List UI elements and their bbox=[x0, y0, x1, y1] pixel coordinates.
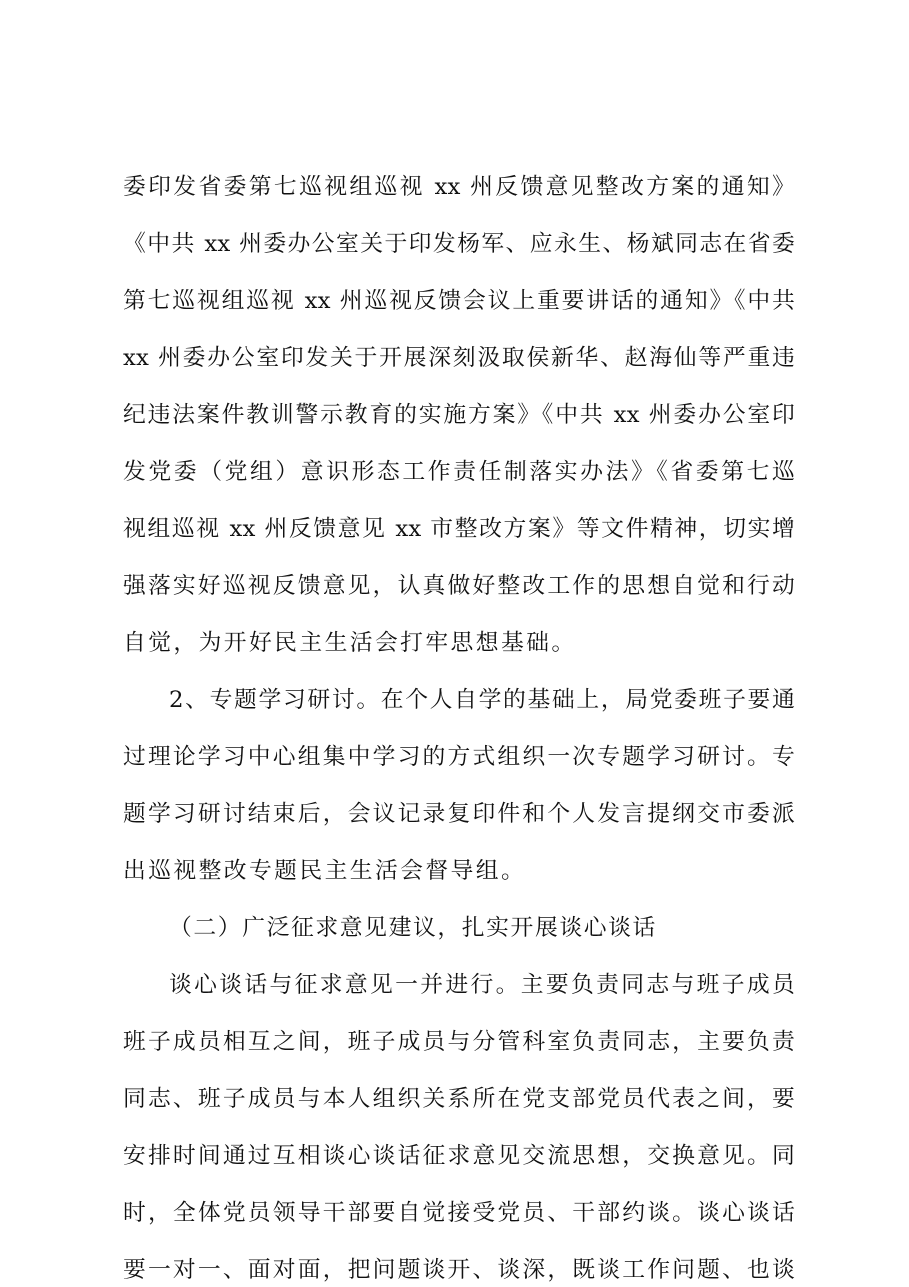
text-line-1: 委印发省委第七巡视组巡视 xx 州反馈意见整改方案的通知》 bbox=[123, 174, 795, 200]
text-line-6: 发党委（党组）意识形态工作责任制落实办法》《省委第七巡 bbox=[123, 459, 795, 485]
text-line-7: 视组巡视 xx 州反馈意见 xx 市整改方案》等文件精神，切实增 bbox=[123, 516, 795, 542]
section-heading: （二）广泛征求意见建议，扎实开展谈心谈话 bbox=[169, 915, 657, 941]
text-line-20: 要一对一、面对面，把问题谈开、谈深，既谈工作问题、也谈 bbox=[123, 1257, 795, 1283]
text-line-5: 纪违法案件教训警示教育的实施方案》《中共 xx 州委办公室印 bbox=[123, 402, 795, 428]
text-line-17: 同志、班子成员与本人组织关系所在党支部党员代表之间，要 bbox=[123, 1086, 795, 1112]
text-line-15: 谈心谈话与征求意见一并进行。主要负责同志与班子成员 bbox=[169, 972, 795, 998]
text-line-9: 自觉，为开好民主生活会打牢思想基础。 bbox=[123, 630, 577, 656]
text-line-10: 2、专题学习研讨。在个人自学的基础上，局党委班子要通 bbox=[169, 687, 795, 713]
text-line-3: 第七巡视组巡视 xx 州巡视反馈会议上重要讲话的通知》《中共 bbox=[123, 288, 795, 314]
text-line-11: 过理论学习中心组集中学习的方式组织一次专题学习研讨。专 bbox=[123, 744, 795, 770]
text-line-13: 出巡视整改专题民主生活会督导组。 bbox=[123, 858, 527, 884]
text-line-19: 时，全体党员领导干部要自觉接受党员、干部约谈。谈心谈话 bbox=[123, 1200, 795, 1226]
text-line-4: xx 州委办公室印发关于开展深刻汲取侯新华、赵海仙等严重违 bbox=[123, 345, 795, 371]
text-line-18: 安排时间通过互相谈心谈话征求意见交流思想，交换意见。同 bbox=[123, 1143, 795, 1169]
text-line-8: 强落实好巡视反馈意见，认真做好整改工作的思想自觉和行动 bbox=[123, 573, 795, 599]
text-line-2: 《中共 xx 州委办公室关于印发杨军、应永生、杨斌同志在省委 bbox=[123, 231, 795, 257]
text-line-16: 班子成员相互之间，班子成员与分管科室负责同志，主要负责 bbox=[123, 1029, 795, 1055]
text-line-12: 题学习研讨结束后，会议记录复印件和个人发言提纲交市委派 bbox=[123, 801, 795, 827]
